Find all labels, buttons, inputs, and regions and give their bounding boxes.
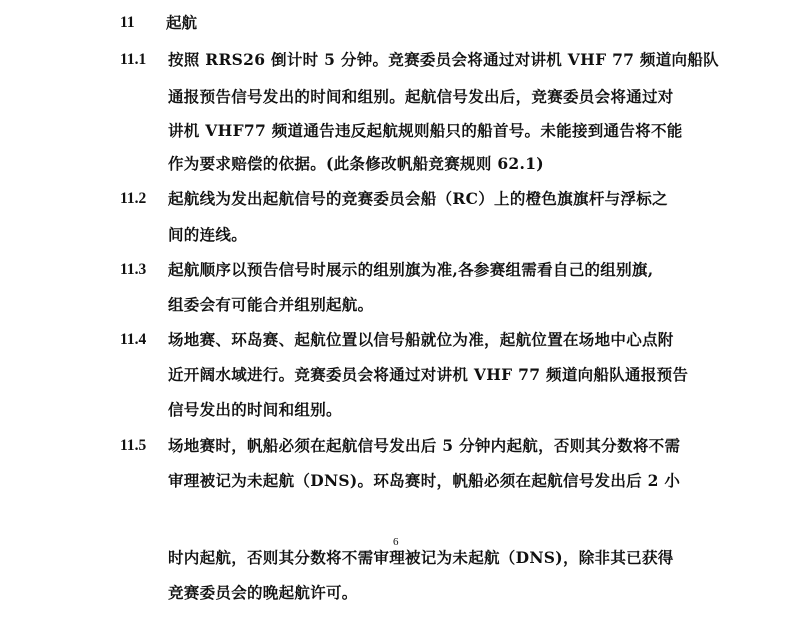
continuation-line: 时内起航，否则其分数将不需审理被记为未起航（DNS)，除非其已获得 — [168, 548, 674, 567]
clause-text-line: 起航顺序以预告信号时展示的组别旗为准,各参赛组需看自己的组别旗, — [168, 260, 654, 279]
clause-number: 11.4 — [120, 331, 147, 348]
clause-text-line: 组委会有可能合并组别起航。 — [168, 295, 374, 314]
section-title: 起航 — [166, 13, 198, 32]
clause-text-line: 审理被记为未起航（DNS)。环岛赛时，帆船必须在起航信号发出后 2 小 — [168, 471, 681, 490]
continuation-line: 竞赛委员会的晚起航许可。 — [168, 583, 358, 602]
clause-text-line: 通报预告信号发出的时间和组别。起航信号发出后，竞赛委员会将通过对 — [168, 87, 674, 106]
clause-number: 11.2 — [120, 190, 147, 207]
clause-text-line: 场地赛、环岛赛、起航位置以信号船就位为准，起航位置在场地中心点附 — [168, 330, 674, 349]
clause-text-line: 近开阔水域进行。竞赛委员会将通过对讲机 VHF 77 频道向船队通报预告 — [168, 365, 689, 384]
clause-text-line: 作为要求赔偿的依据。(此条修改帆船竞赛规则 62.1) — [168, 154, 544, 173]
clause-text-line: 场地赛时，帆船必须在起航信号发出后 5 分钟内起航，否则其分数将不需 — [168, 436, 681, 455]
clause-text-line: 间的连线。 — [168, 225, 248, 244]
clause-text-line: 起航线为发出起航信号的竞赛委员会船（RC）上的橙色旗旗杆与浮标之 — [168, 189, 668, 208]
section-number: 11 — [120, 14, 135, 31]
clause-number: 11.3 — [120, 261, 147, 278]
page-number: 6 — [393, 536, 399, 548]
clause-text-line: 按照 RRS26 倒计时 5 分钟。竞赛委员会将通过对讲机 VHF 77 频道向船队 — [168, 50, 719, 69]
clause-text-line: 信号发出的时间和组别。 — [168, 400, 342, 419]
clause-number: 11.5 — [120, 437, 147, 454]
clause-number: 11.1 — [120, 51, 147, 68]
clause-text-line: 讲机 VHF77 频道通告违反起航规则船只的船首号。未能接到通告将不能 — [168, 121, 683, 140]
